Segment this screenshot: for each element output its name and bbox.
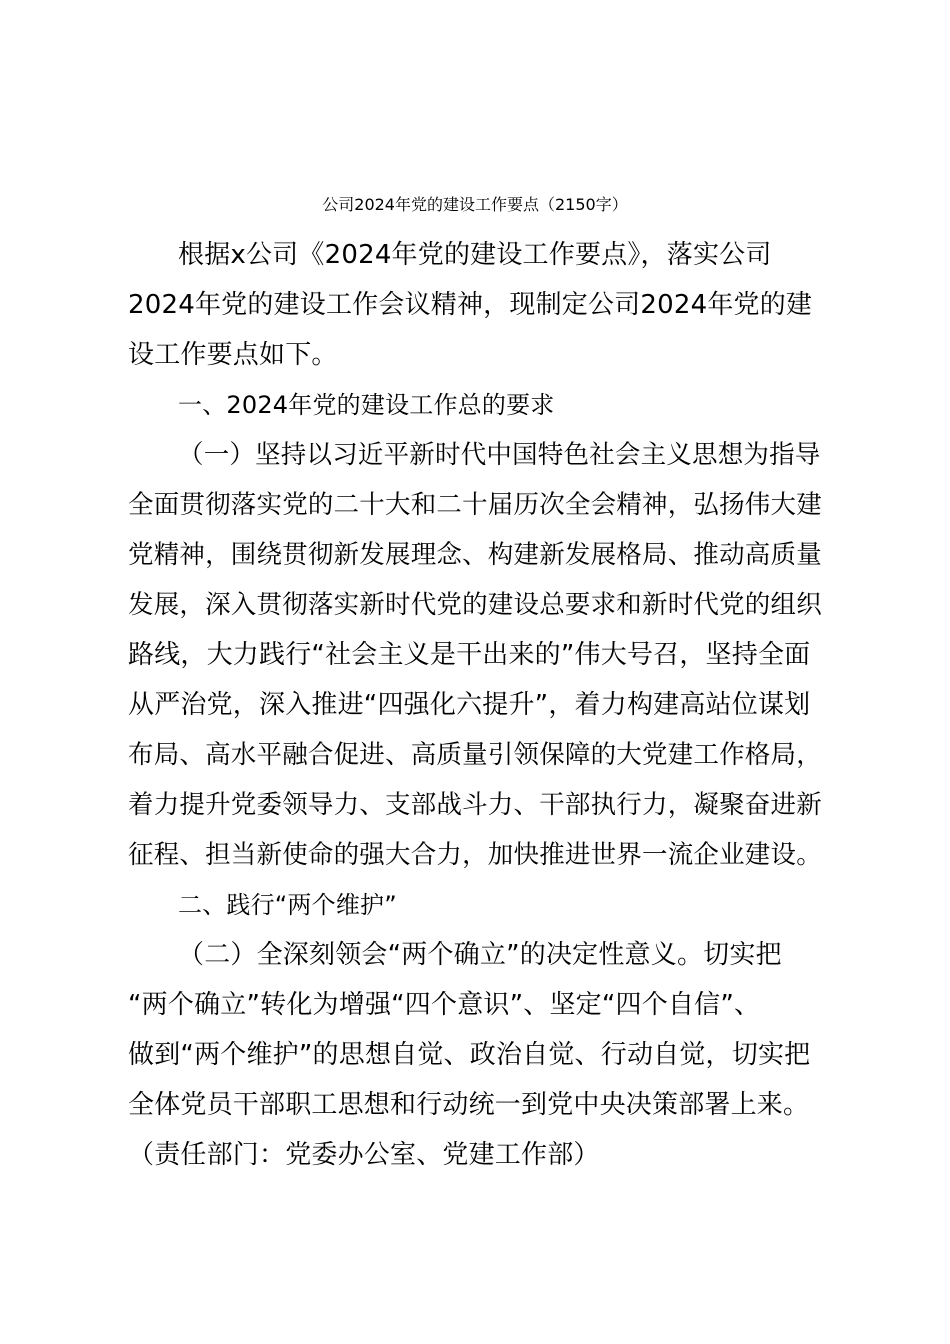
responsible-department: （责任部门：党委办公室、党建工作部）	[128, 1140, 600, 1170]
section-heading: 一、2024年党的建设工作总的要求	[178, 391, 555, 419]
paragraph-line: 全体党员干部职工思想和行动统一到党中央决策部署上来。	[128, 1090, 810, 1120]
paragraph-line: 着力提升党委领导力、支部战斗力、干部执行力，凝聚奋进新	[128, 790, 822, 820]
paragraph-line: 全面贯彻落实党的二十大和二十届历次全会精神，弘扬伟大建	[128, 490, 822, 520]
paragraph-line: 布局、高水平融合促进、高质量引领保障的大党建工作格局，	[128, 740, 822, 770]
paragraph-line: 路线，大力践行“社会主义是干出来的”伟大号召，坚持全面	[128, 640, 811, 670]
paragraph-line: 设工作要点如下。	[128, 340, 338, 370]
paragraph-line: 发展，深入贯彻落实新时代党的建设总要求和新时代党的组织	[128, 590, 822, 620]
paragraph-line: “两个确立”转化为增强“四个意识”、坚定“四个自信”、	[128, 990, 761, 1020]
paragraph-line: 党精神，围绕贯彻新发展理念、构建新发展格局、推动高质量	[128, 540, 822, 570]
paragraph-line: 从严治党，深入推进“四强化六提升”，着力构建高站位谋划	[128, 690, 811, 720]
paragraph-line: （二）全深刻领会“两个确立”的决定性意义。切实把	[178, 940, 782, 970]
paragraph-line: 做到“两个维护”的思想自觉、政治自觉、行动自觉，切实把	[128, 1040, 811, 1070]
section-heading: 二、践行“两个维护”	[178, 891, 397, 919]
paragraph-line: 征程、担当新使命的强大合力，加快推进世界一流企业建设。	[128, 840, 822, 870]
paragraph-line: 根据x公司《2024年党的建设工作要点》，落实公司	[178, 240, 772, 270]
paragraph-line: 2024年党的建设工作会议精神，现制定公司2024年党的建	[128, 290, 813, 320]
document-title: 公司2024年党的建设工作要点（2150字）	[322, 195, 628, 214]
paragraph-line: （一）坚持以习近平新时代中国特色社会主义思想为指导	[178, 440, 821, 470]
